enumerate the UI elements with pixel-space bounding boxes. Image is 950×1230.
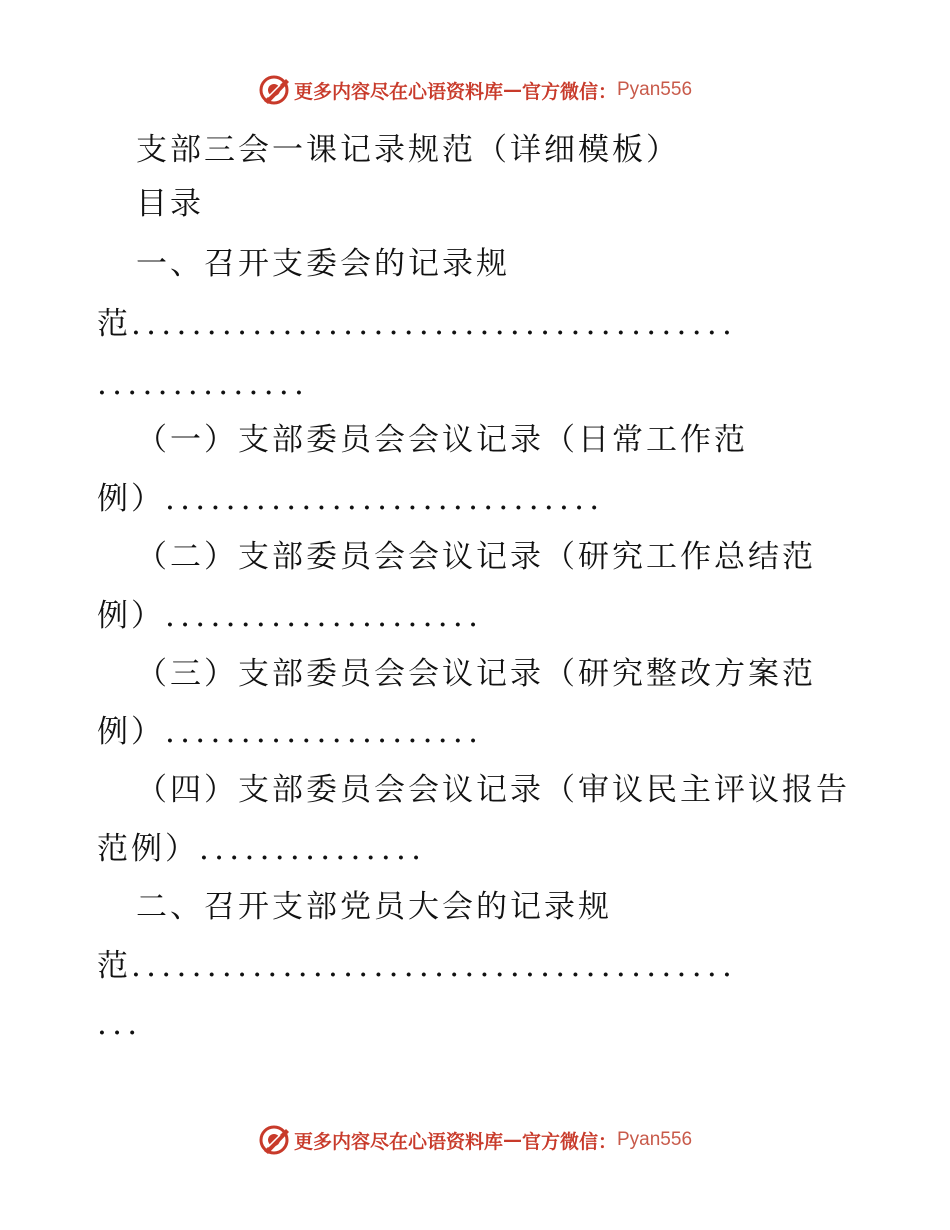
toc-entry-5-text: 范例） <box>97 831 199 867</box>
toc-entry-5-dots: ............... <box>199 831 427 867</box>
toc-entry-1-line3 <box>97 364 309 404</box>
toc-entry-2-line1: （一）支部委员会会议记录（日常工作范 <box>136 422 748 458</box>
toc-entry-4-dots: ..................... <box>165 714 484 750</box>
wechat-id: Pyan556 <box>617 1129 693 1150</box>
toc-entry-3-dots: ..................... <box>165 598 484 634</box>
toc-entry-1-line1: 一、召开支委会的记录规 <box>136 246 510 282</box>
toc-entry-4-text: 例） <box>97 714 165 750</box>
toc-entry-1-dots: ........................................ <box>131 306 738 342</box>
toc-heading: 目录 <box>136 186 204 222</box>
toc-entry-3-line1: （二）支部委员会会议记录（研究工作总结范 <box>136 539 816 575</box>
wechat-label: 官方微信： <box>521 80 617 103</box>
toc-entry-6-dots-cont: ... <box>97 1006 143 1042</box>
toc-entry-6-line3 <box>97 1004 142 1044</box>
brand-dash: — <box>502 79 522 101</box>
toc-entry-6-text: 范 <box>97 948 131 984</box>
toc-entry-3-line2 <box>97 596 483 636</box>
document-title: 支部三会一课记录规范（详细模板） <box>136 132 680 168</box>
brand-dash: — <box>502 1129 522 1151</box>
toc-entry-2-dots: ............................. <box>165 481 605 517</box>
toc-entry-4-line1: （三）支部委员会会议记录（研究整改方案范 <box>136 656 816 692</box>
wechat-id: Pyan556 <box>617 79 693 100</box>
brand-logo-icon <box>258 1123 292 1157</box>
toc-entry-1-line2 <box>97 304 737 344</box>
toc-entry-6-line1: 二、召开支部党员大会的记录规 <box>136 889 612 925</box>
toc-entry-4-line2 <box>97 712 483 752</box>
brand-text: 更多内容尽在心语资料库 <box>293 1130 503 1153</box>
brand-text: 更多内容尽在心语资料库 <box>293 80 503 103</box>
toc-entry-2-text: 例） <box>97 481 165 517</box>
footer-watermark <box>0 1120 950 1160</box>
toc-entry-6-dots: ........................................ <box>131 948 738 984</box>
brand-logo-icon <box>258 73 292 107</box>
toc-entry-1-dots-cont: .............. <box>97 366 310 402</box>
toc-entry-5-line1: （四）支部委员会会议记录（审议民主评议报告 <box>136 772 850 808</box>
toc-entry-2-line2 <box>97 479 604 519</box>
header-watermark <box>0 70 950 110</box>
wechat-label: 官方微信： <box>521 1130 617 1153</box>
toc-entry-3-text: 例） <box>97 598 165 634</box>
toc-entry-5-line2 <box>97 829 426 869</box>
toc-entry-1-text: 范 <box>97 306 131 342</box>
toc-entry-6-line2 <box>97 946 737 986</box>
